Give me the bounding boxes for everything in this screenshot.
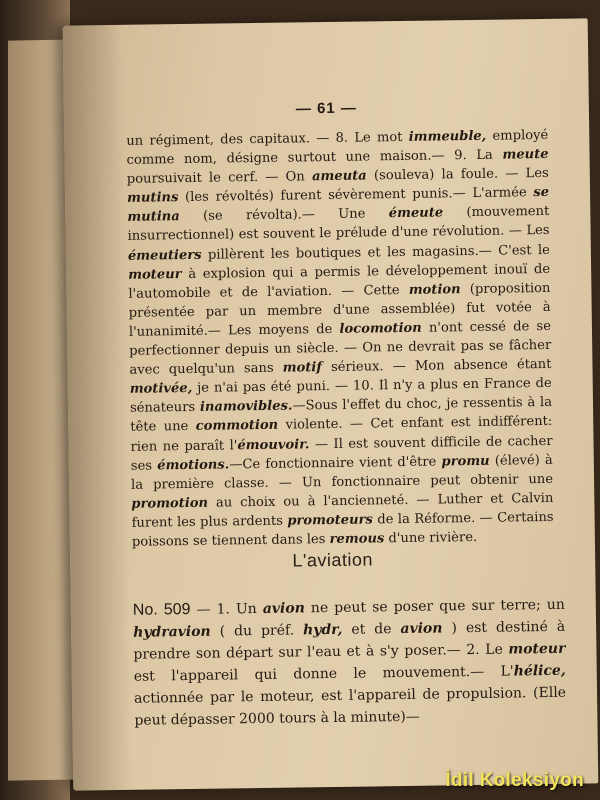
emphasized-word: motif — [282, 360, 323, 376]
emphasized-word: promoteurs — [287, 512, 373, 529]
text-run: d'une rivière. — [384, 529, 478, 547]
text-run: (mouvement insurrectionnel) est souvent le prélude d'une révolution. — Les — [127, 204, 550, 245]
emphasized-word: moteur — [128, 266, 182, 283]
emphasized-word: immeuble, — [408, 128, 487, 145]
emphasized-word: motion — [408, 281, 461, 298]
emphasized-word: mutins — [127, 190, 179, 207]
text-run: et de — [342, 621, 401, 638]
text-run: (élevé) à la première classe. — Un fonctionnaire peut obtenir une — [130, 452, 554, 493]
emphasized-word: avion — [400, 620, 443, 638]
text-run: pillèrent les boutiques et les magasins.— C'est le — [201, 242, 550, 263]
collection-watermark: İdil Koleksiyon — [445, 770, 584, 791]
text-run: poursuivait le cerf. — On — [126, 169, 313, 188]
emphasized-word: promotion — [131, 495, 209, 512]
text-run: un régiment, des capitaux. — 8. Le mot — [126, 129, 409, 149]
text-run: de la Réforme. — Certains poissons se tiennent dans les — [131, 509, 554, 550]
text-run: à explosion qui a permis le développement inouï de l'automobile et de l'aviation. — Cette — [128, 261, 551, 302]
emphasized-word: se mutina — [127, 185, 550, 226]
text-run: ( du préf. — [210, 622, 304, 640]
text-run: —Sous l'effet du choc, je ressentis à la tête une — [130, 395, 553, 436]
text-run: No. 509 — [132, 600, 191, 619]
page-number: — 61 — — [295, 99, 357, 118]
entry-509 — [133, 594, 567, 732]
text-run: (proposition présentée par un membre d'une assemblée) fut votée à l'unanimité.— Les moyens de — [128, 280, 551, 340]
text-run: ) est destiné à prendre son départ sur l'eau et à s'y poser.— 2. Le — [133, 618, 566, 663]
emphasized-word: meute — [502, 147, 549, 163]
emphasized-word: motivée, — [129, 381, 193, 398]
emphasized-word: émeutiers — [127, 247, 202, 264]
vocabulary-paragraph — [126, 126, 554, 552]
book-page — [63, 18, 599, 790]
text-run: (les révoltés) furent sévèrement punis.— L'armée — [178, 185, 534, 206]
text-run: ne peut se poser que sur terre; un — [304, 596, 565, 617]
text-run: je n'ai pas été puni. — 10. Il n'y a plus en France de sénateurs — [129, 376, 552, 417]
emphasized-word: locomotion — [339, 320, 422, 337]
emphasized-word: émeute — [388, 205, 444, 222]
section-title: L'aviation — [292, 549, 374, 571]
emphasized-word: avion — [262, 600, 305, 617]
text-run: — Il est souvent difficile de cacher ses — [130, 433, 553, 474]
emphasized-word: émouvoir. — [237, 436, 310, 453]
emphasized-word: ameuta — [311, 168, 367, 185]
emphasized-word: promu — [441, 453, 490, 470]
emphasized-word: remous — [329, 531, 385, 547]
emphasized-word: émotions. — [157, 457, 230, 474]
text-run: employé comme nom, désigne surtout une maison.— 9. La — [126, 127, 549, 168]
text-run: sérieux. — Mon absence étant — [321, 357, 552, 376]
text-run: actionnée par le moteur, est l'appareil de propulsion. (Elle peut dépasser 2000 tours à la minute)— — [133, 684, 567, 729]
text-run: (se révolta).— Une — [179, 206, 389, 225]
text-run: —Ce fonctionnaire vient d'être — [229, 454, 442, 473]
emphasized-word: hélice, — [513, 662, 566, 680]
text-run: n'ont cessé de se perfectionner depuis un siècle. — On ne devrait pas se fâcher avec quelqu'un sans — [129, 318, 552, 378]
emphasized-word: moteur — [508, 640, 566, 658]
text-run: violente. — Cet enfant est indifférent: rien ne paraît l' — [130, 414, 553, 455]
text-run: au choix ou à l'ancienneté. — Luther et Calvin furent les plus ardents — [131, 490, 554, 531]
text-run: — 1. Un — [190, 600, 263, 618]
emphasized-word: commotion — [195, 418, 279, 435]
emphasized-word: inamovibles. — [199, 398, 293, 416]
text-run: (souleva) la foule. — Les — [366, 166, 549, 184]
emphasized-word: hydr, — [302, 621, 343, 639]
text-run: est l'appareil qui donne le mouvement.— L' — [133, 663, 514, 685]
emphasized-word: hydravion — [133, 623, 211, 641]
